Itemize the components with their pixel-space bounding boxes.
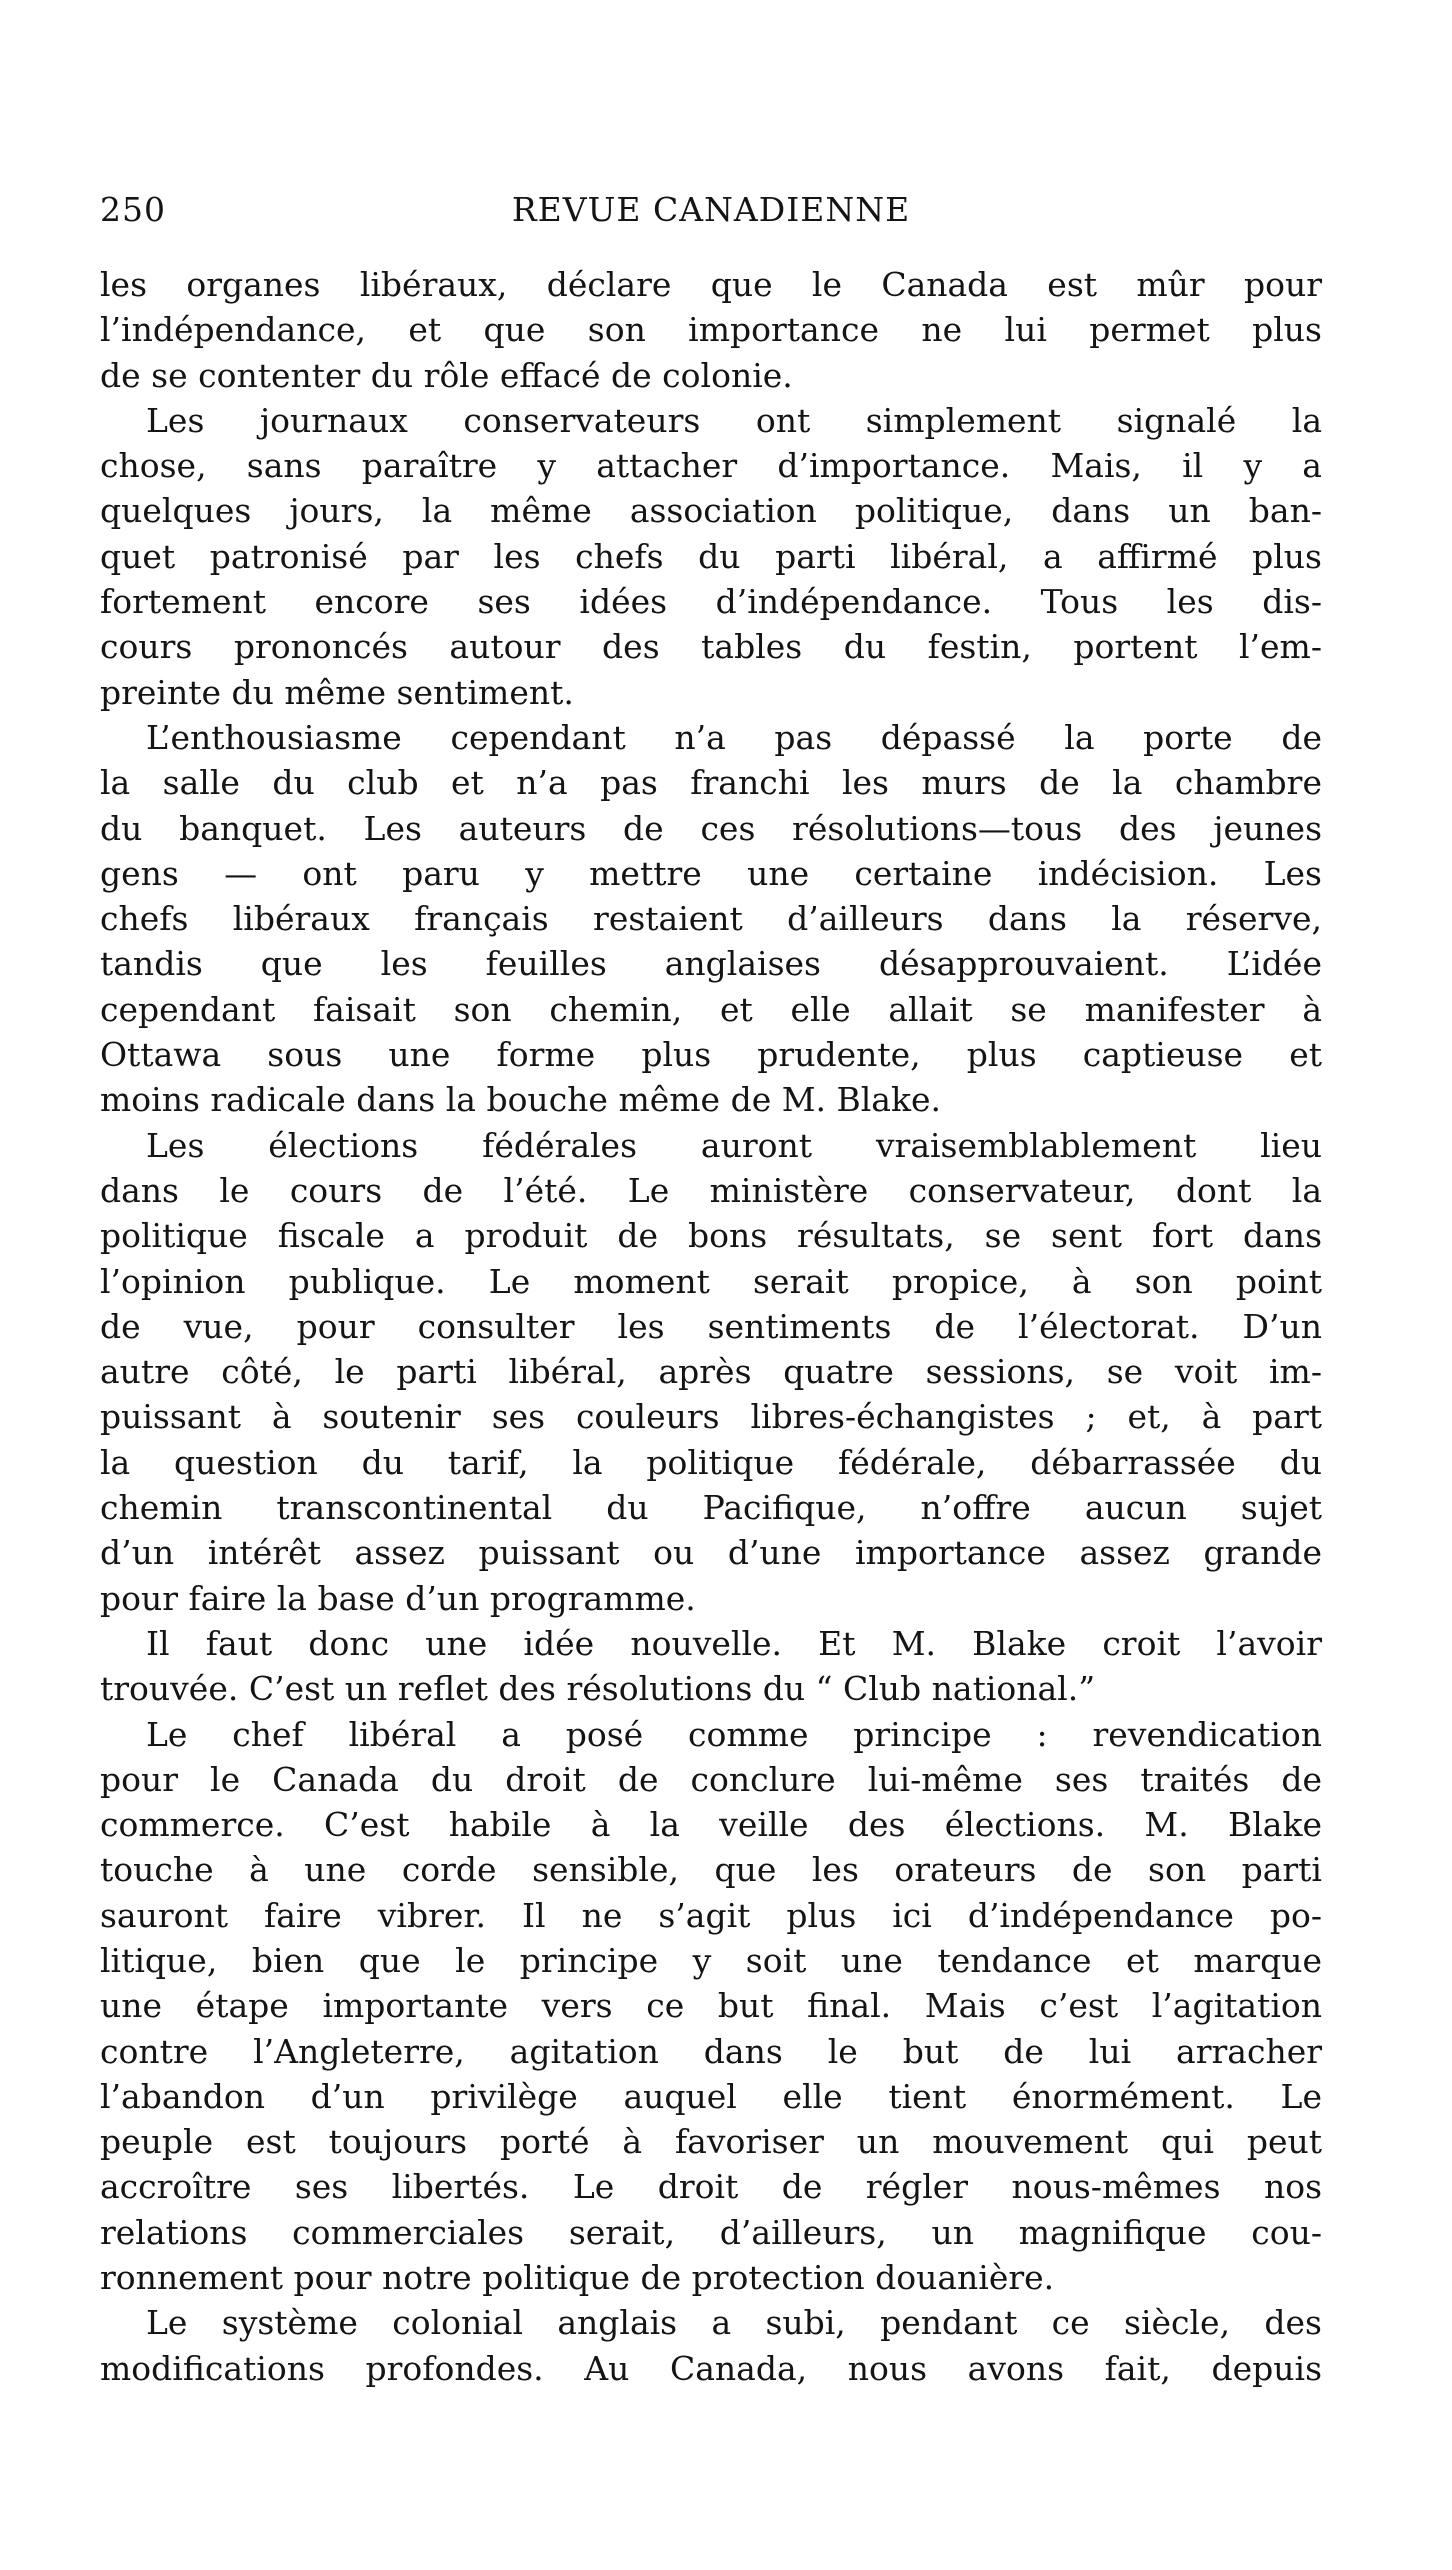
text-line: chemin transcontinental du Pacifique, n’offre aucun sujet: [100, 1488, 1322, 1528]
text-line: sauront faire vibrer. Il ne s’agit plus ici d’indépendance po-: [100, 1895, 1322, 1935]
text-line: litique, bien que le principe y soit une tendance et marque: [100, 1940, 1322, 1980]
page-number: 250: [100, 190, 166, 229]
text-line: relations commerciales serait, d’ailleurs, un magnifique cou-: [100, 2212, 1322, 2252]
paragraph: [100, 1621, 1322, 1712]
text-line: gens — ont paru y mettre une certaine indécision. Les: [100, 853, 1322, 893]
text-line: politique fiscale a produit de bons résultats, se sent fort dans: [100, 1216, 1322, 1256]
text-line: accroître ses libertés. Le droit de régler nous-mêmes nos: [100, 2167, 1322, 2207]
text-line: contre l’Angleterre, agitation dans le but de lui arracher: [100, 2031, 1322, 2071]
paragraph: [100, 1712, 1322, 2301]
text-line: la question du tarif, la politique fédérale, débarrassée du: [100, 1442, 1322, 1482]
paragraph: [100, 715, 1322, 1123]
text-line: l’indépendance, et que son importance ne lui permet plus: [100, 310, 1322, 350]
text-line: chefs libéraux français restaient d’ailleurs dans la réserve,: [100, 899, 1322, 939]
body-text: [100, 262, 1322, 2391]
text-line: ronnement pour notre politique de protection douanière.: [100, 2258, 1055, 2298]
text-line: peuple est toujours porté à favoriser un mouvement qui peut: [100, 2122, 1322, 2162]
text-line: pour le Canada du droit de conclure lui-même ses traités de: [100, 1759, 1322, 1799]
text-line: cours prononcés autour des tables du festin, portent l’em-: [100, 627, 1322, 667]
text-line: chose, sans paraître y attacher d’importance. Mais, il y a: [100, 446, 1322, 486]
text-line: Les élections fédérales auront vraisemblablement lieu: [146, 1125, 1322, 1165]
text-line: d’un intérêt assez puissant ou d’une importance assez grande: [100, 1533, 1322, 1573]
text-line: Le chef libéral a posé comme principe : revendication: [146, 1714, 1322, 1754]
text-line: L’enthousiasme cependant n’a pas dépassé la porte de: [146, 717, 1322, 757]
paragraph: [100, 1123, 1322, 1621]
text-line: Le système colonial anglais a subi, pendant ce siècle, des: [146, 2303, 1322, 2343]
paragraph: [100, 2300, 1322, 2391]
text-line: fortement encore ses idées d’indépendance. Tous les dis-: [100, 582, 1322, 622]
text-line: cependant faisait son chemin, et elle allait se manifester à: [100, 989, 1322, 1029]
text-line: dans le cours de l’été. Le ministère conservateur, dont la: [100, 1170, 1322, 1210]
text-line: de se contenter du rôle effacé de colonie.: [100, 355, 793, 395]
text-line: trouvée. C’est un reflet des résolutions du “ Club national.”: [100, 1669, 1096, 1709]
text-line: moins radicale dans la bouche même de M. Blake.: [100, 1080, 941, 1120]
text-line: l’abandon d’un privilège auquel elle tient énormément. Le: [100, 2076, 1322, 2116]
text-line: pour faire la base d’un programme.: [100, 1578, 696, 1618]
text-line: de vue, pour consulter les sentiments de l’électorat. D’un: [100, 1306, 1322, 1346]
text-line: du banquet. Les auteurs de ces résolutions—tous des jeunes: [100, 808, 1322, 848]
text-line: puissant à soutenir ses couleurs libres-échangistes ; et, à part: [100, 1397, 1322, 1437]
text-line: les organes libéraux, déclare que le Canada est mûr pour: [100, 265, 1322, 304]
paragraph: [100, 398, 1322, 715]
text-line: preinte du même sentiment.: [100, 672, 574, 712]
text-line: Ottawa sous une forme plus prudente, plus captieuse et: [100, 1035, 1322, 1075]
book-page: [100, 190, 1322, 2391]
text-line: quet patronisé par les chefs du parti libéral, a affirmé plus: [100, 536, 1322, 576]
text-line: tandis que les feuilles anglaises désapprouvaient. L’idée: [100, 944, 1322, 984]
text-line: la salle du club et n’a pas franchi les murs de la chambre: [100, 763, 1322, 803]
paragraph: [100, 262, 1322, 398]
text-line: l’opinion publique. Le moment serait propice, à son point: [100, 1261, 1322, 1301]
text-line: Il faut donc une idée nouvelle. Et M. Blake croit l’avoir: [146, 1623, 1322, 1663]
journal-title: REVUE CANADIENNE: [511, 190, 911, 229]
running-head: [100, 190, 1322, 250]
text-line: quelques jours, la même association politique, dans un ban-: [100, 491, 1322, 531]
text-line: Les journaux conservateurs ont simplement signalé la: [146, 400, 1322, 440]
text-line: touche à une corde sensible, que les orateurs de son parti: [100, 1850, 1322, 1890]
text-line: autre côté, le parti libéral, après quatre sessions, se voit im-: [100, 1352, 1322, 1392]
text-line: modifications profondes. Au Canada, nous avons fait, depuis: [100, 2348, 1322, 2388]
text-line: une étape importante vers ce but final. Mais c’est l’agitation: [100, 1986, 1322, 2026]
text-line: commerce. C’est habile à la veille des élections. M. Blake: [100, 1805, 1322, 1845]
